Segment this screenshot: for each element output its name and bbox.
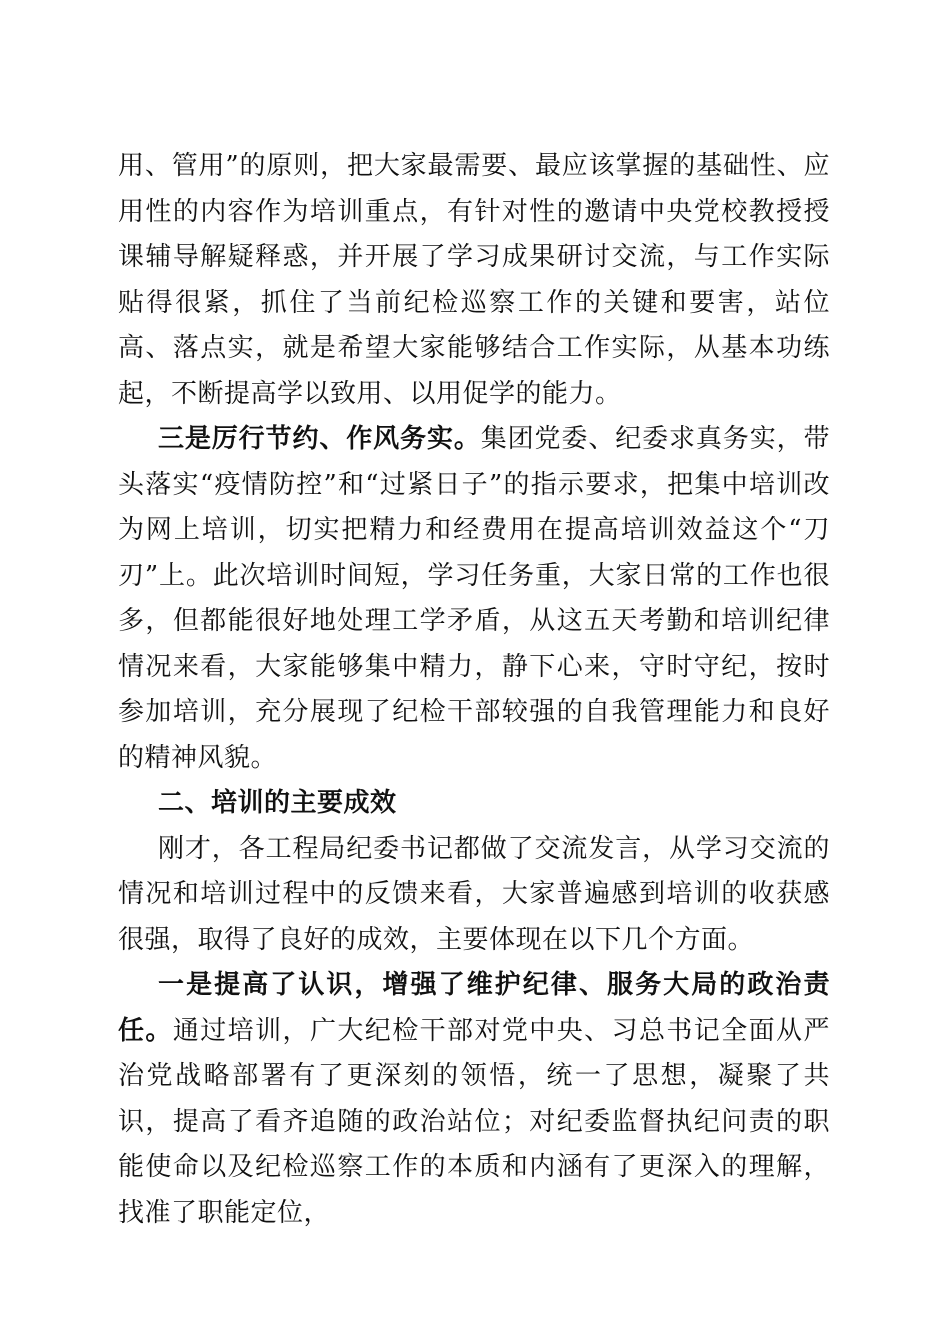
paragraph-body: 通过培训，广大纪检干部对党中央、习总书记全面从严治党战略部署有了更深刻的领悟，统一了思想，凝聚了共识，提高了看齐追随的政治站位；对纪委监督执纪问责的职能使命以及纪检巡察工作的本质和内涵有了更深入的理解，找准了职能定位，: [118, 1015, 830, 1228]
section-heading: 二、培训的主要成效: [158, 788, 397, 818]
document-body: [118, 144, 830, 1236]
paragraph-awareness: [118, 963, 830, 1236]
paragraph-lead: 三是厉行节约、作风务实。: [158, 424, 481, 454]
paragraph-body: 集团党委、纪委求真务实，带头落实“疫情防控”和“过紧日子”的指示要求，把集中培训改为网上培训，切实把精力和经费用在提高培训效益这个“刀刃”上。此次培训时间短，学习任务重，大家日常的工作也很多，但都能很好地处理工学矛盾，从这五天考勤和培训纪律情况来看，大家能够集中精力，静下心来，守时守纪，按时参加培训，充分展现了纪检干部较强的自我管理能力和良好的精神风貌。: [118, 424, 830, 773]
paragraph-lead: 一是提高了认识，增强了维护纪律、服务大局的政治责任。: [118, 970, 830, 1046]
paragraph-results-intro: 刚才，各工程局纪委书记都做了交流发言，从学习交流的情况和培训过程中的反馈来看，大家普遍感到培训的收获感很强，取得了良好的成效，主要体现在以下几个方面。: [118, 833, 830, 955]
paragraph-frugal-style: [118, 417, 830, 781]
paragraph-training-principle: 用、管用”的原则，把大家最需要、最应该掌握的基础性、应用性的内容作为培训重点，有针对性的邀请中央党校教授授课辅导解疑释惑，并开展了学习成果研讨交流，与工作实际贴得很紧，抓住了当前纪检巡察工作的关键和要害，站位高、落点实，就是希望大家能够结合工作实际，从基本功练起，不断提高学以致用、以用促学的能力。: [118, 151, 830, 409]
